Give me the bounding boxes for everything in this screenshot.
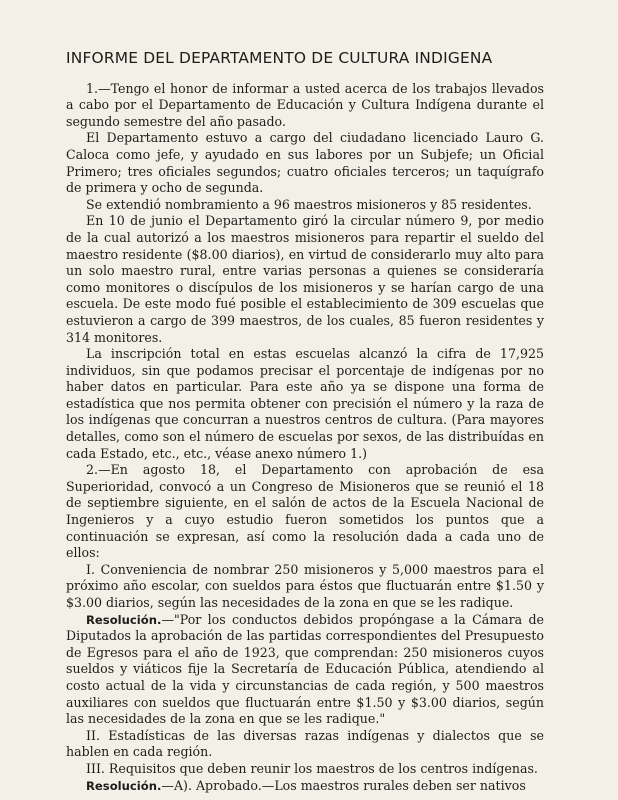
resolution-text: —"Por los conductos debidos propóngase a la Cámara de Diputados la aprobación de las partidas correspondientes del Presupuesto de Egresos para el año de 1923, que comprendan: 250 misioneros cuyos sueldos y viáticos fije la Secretaría de Educación Pública, atendiendo al costo actual de la vida y circunstancias de cada región, y 500 maestros auxiliares con sueldos que fluctuarán entre $1.50 y $3.00 diarios, según las necesidades de la zona en que se les radique." [66, 611, 544, 727]
paragraph: 2.—En agosto 18, el Departamento con aprobación de esa Superioridad, convocó a un Congreso de Misioneros que se reunió el 18 de septiembre siguiente, en el salón de actos de la Escuela Nacional de Ingenieros y a cuyo estudio fueron sometidos los puntos que a continuación se expresan, así como la resolución dada a cada uno de ellos: [66, 462, 544, 561]
resolution-text: —A). Aprobado.—Los maestros rurales deben ser nativos [161, 777, 526, 793]
paragraph: II. Estadísticas de las diversas razas indígenas y dialectos que se hablen en cada región. [66, 727, 544, 760]
resolution-paragraph [66, 778, 544, 795]
document-title: INFORME DEL DEPARTAMENTO DE CULTURA INDIGENA [66, 49, 493, 67]
paragraph: I. Conveniencia de nombrar 250 misioneros y 5,000 maestros para el próximo año escolar, con sueldos para éstos que fluctuarán entre $1.50 y $3.00 diarios, según las necesidades de la zona en que se les radique. [66, 561, 544, 610]
resolution-label: Resolución. [86, 612, 162, 627]
paragraph: Se extendió nombramiento a 96 maestros misioneros y 85 residentes. [86, 196, 532, 212]
paragraph: 1.—Tengo el honor de informar a usted acerca de los trabajos llevados a cabo por el Departamento de Educación y Cultura Indígena durante el segundo semestre del año pasado. [66, 80, 544, 129]
resolution-label: Resolución. [86, 778, 162, 793]
resolution-paragraph [66, 612, 544, 728]
paragraph: En 10 de junio el Departamento giró la circular número 9, por medio de la cual autorizó a los maestros misioneros para repartir el sueldo del maestro residente ($8.00 diarios), en virtud de considerarlo muy alto para un solo maestro rural, entre varias personas a quienes se consideraría como monitores o discípulos de los misioneros y se harían cargo de una escuela. De este modo fué posible el establecimiento de 309 escuelas que estuvieron a cargo de 399 maestros, de los cuales, 85 fueron residentes y 314 monitores. [66, 213, 544, 345]
paragraph: El Departamento estuvo a cargo del ciudadano licenciado Lauro G. Caloca como jefe, y ayudado en sus labores por un Subjefe; un Oficial Primero; tres oficiales segundos; cuatro oficiales terceros; un taquígrafo de primera y ocho de segunda. [66, 130, 544, 196]
paragraph: III. Requisitos que deben reunir los maestros de los centros indígenas. [86, 760, 538, 776]
paragraph: La inscripción total en estas escuelas alcanzó la cifra de 17,925 individuos, sin que podamos precisar el porcentaje de indígenas por no haber datos en particular. Para este año ya se dispone una forma de estadística que nos permita obtener con precisión el número y la raza de los indígenas que concurran a nuestros centros de cultura. (Para mayores detalles, como son el número de escuelas por sexos, de las distribuídas en cada Estado, etc., etc., véase anexo número 1.) [66, 346, 544, 461]
document-body [66, 50, 544, 794]
